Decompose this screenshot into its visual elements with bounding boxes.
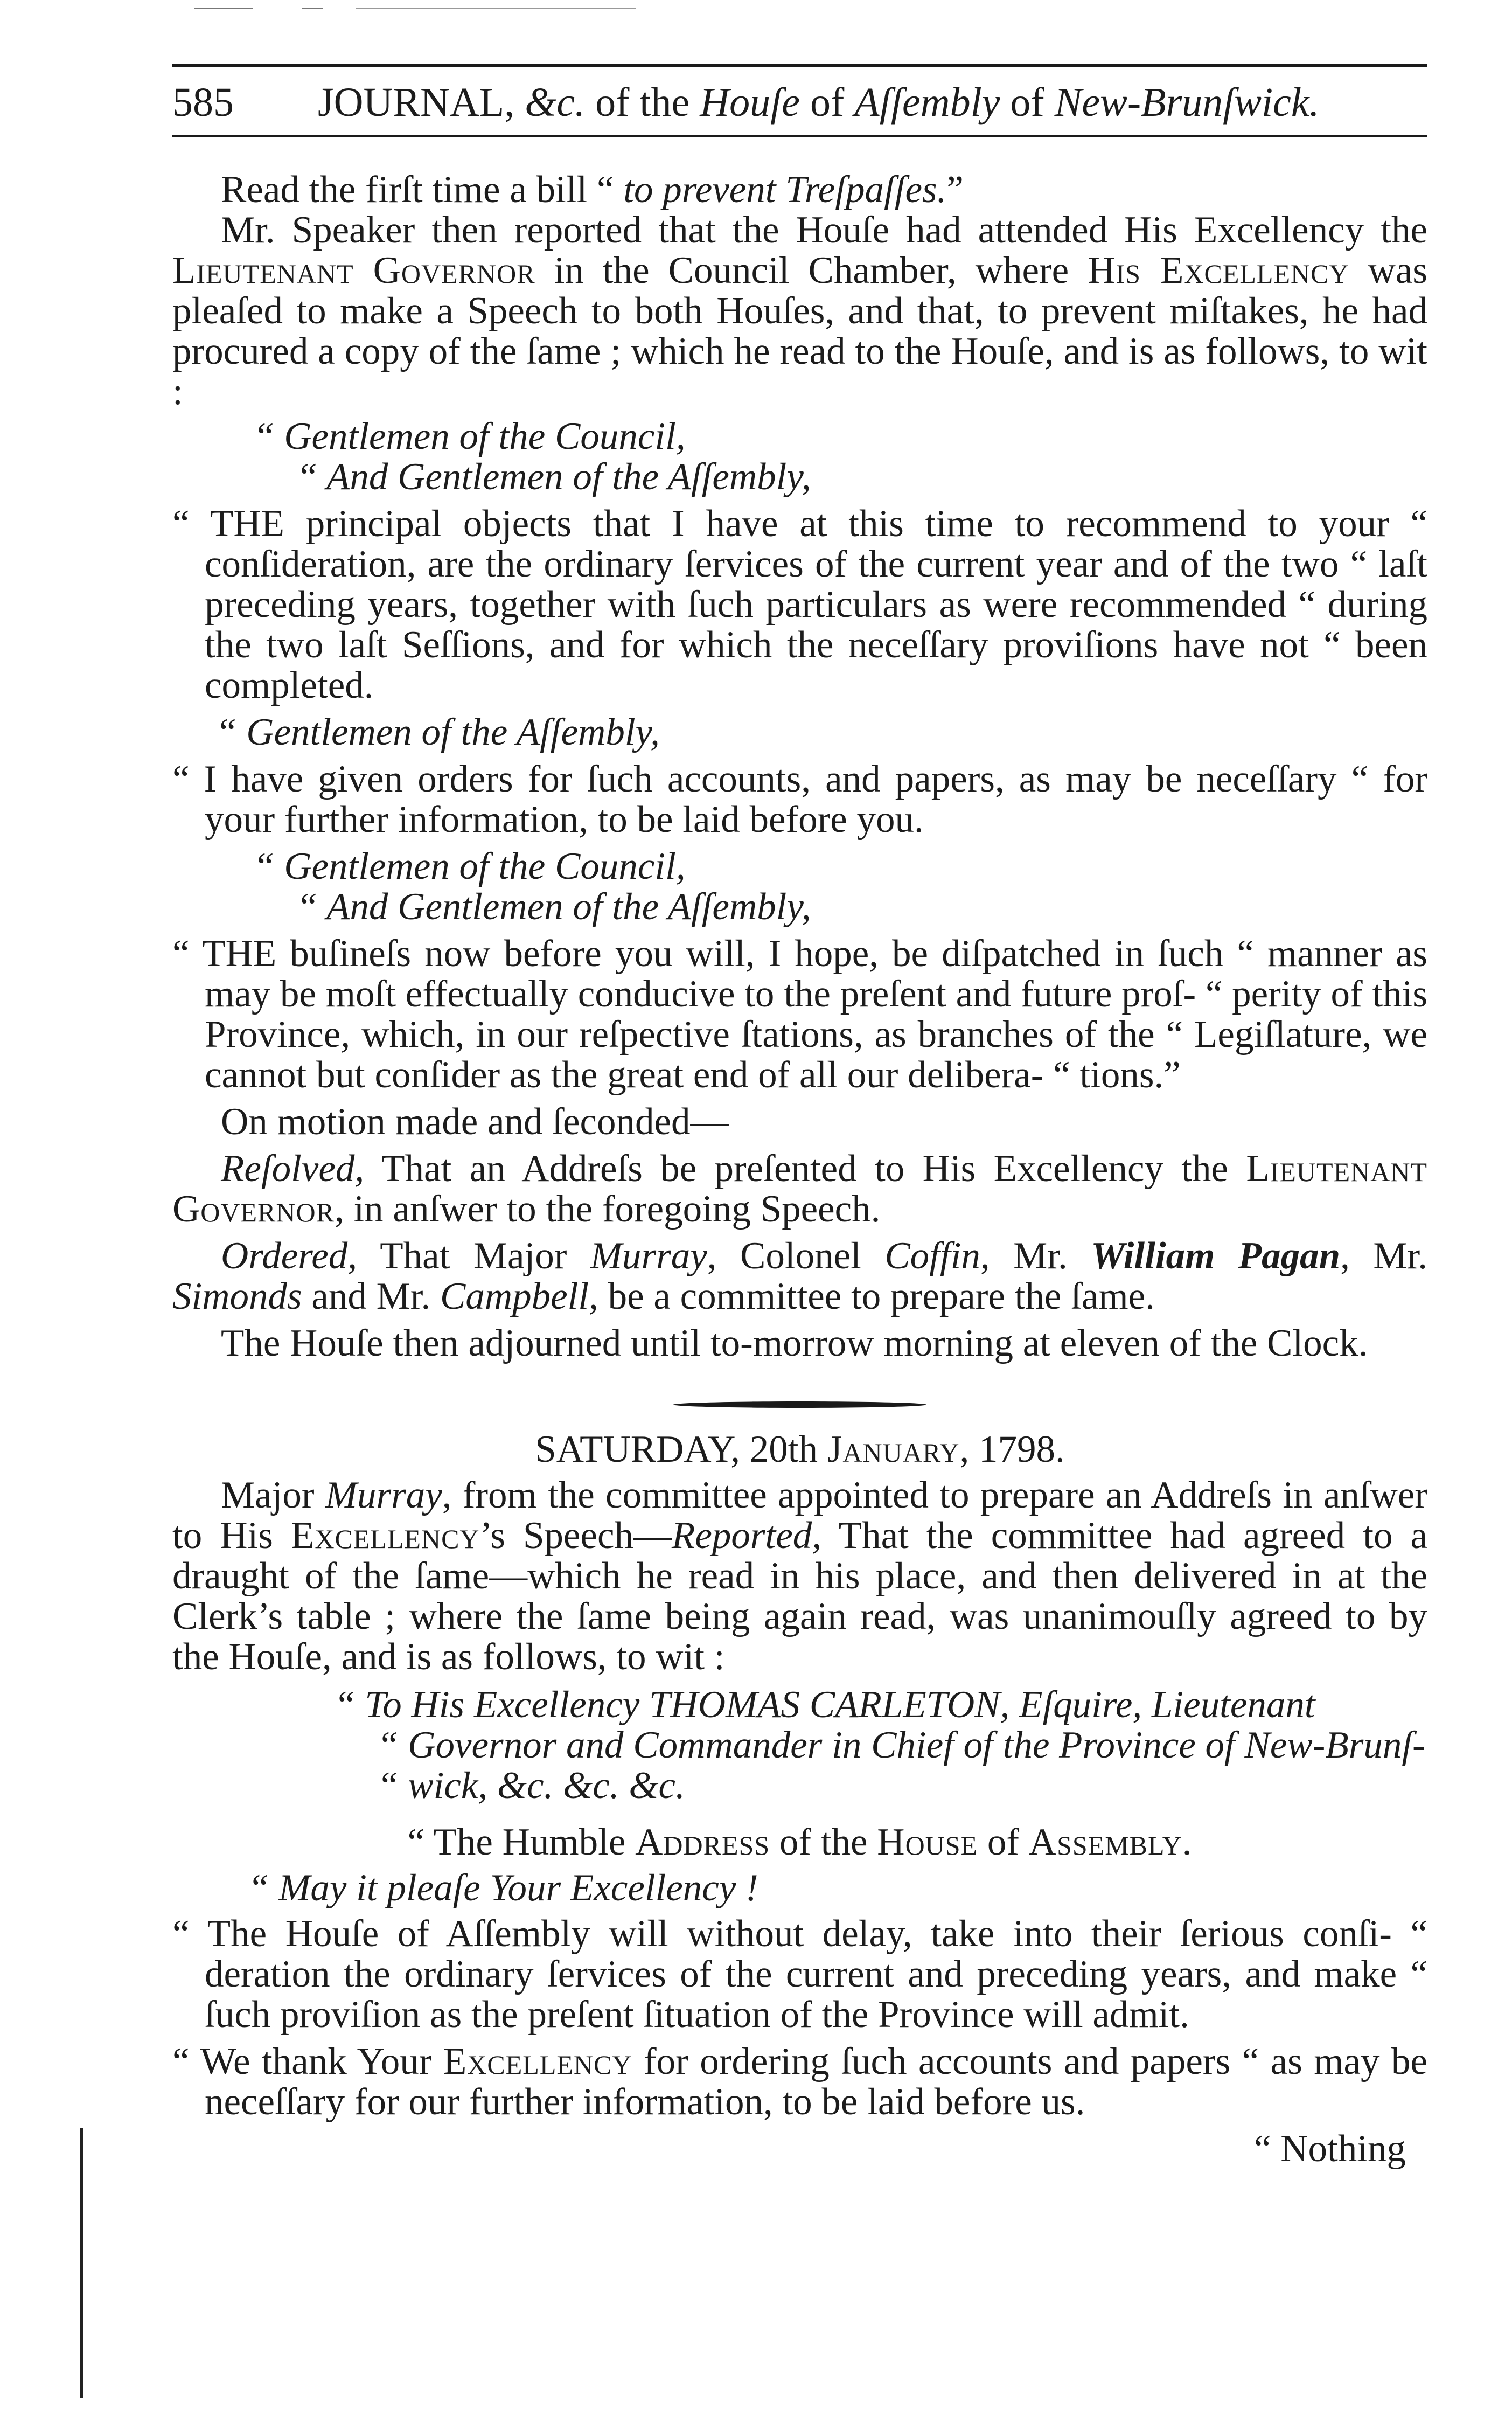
header-rule-top xyxy=(172,64,1427,67)
address-paragraph-1: “ The Houſe of Aſſembly will without delay, take into their ſerious conſi- “ deration the ordinary ſervices of the current and preceding years, and make “ ſuch proviſion as the preſent ſituation of the Province will admit. xyxy=(172,1913,1427,2036)
motion-entry: On motion made and ſeconded— xyxy=(221,1101,729,1143)
journal-body xyxy=(172,170,1427,2169)
adjournment-entry: The Houſe then adjourned until to-morrow morning at eleven of the Clock. xyxy=(221,1322,1368,1364)
speech-salutation-assembly: “ And Gentlemen of the Aſſembly, xyxy=(296,456,811,498)
journal-page xyxy=(172,0,1427,2423)
header-rule-bottom xyxy=(172,135,1427,137)
resolved-entry: Reſolved, That an Addreſs be preſented to His Excellency the Lieutenant Governor, in anſwer to the foregoing Speech. xyxy=(172,1148,1427,1230)
page-number: 585 xyxy=(172,80,234,125)
running-title: JOURNAL, &c. of the Houſe of Aſſembly of New-Brunſwick. xyxy=(318,80,1320,125)
address-paragraph-2: “ We thank Your Excellency for ordering ſuch accounts and papers “ as may be neceſſary for our further information, to be laid before us. xyxy=(172,2040,1427,2123)
address-heading-line-3: “ wick, &c. &c. &c. xyxy=(377,1765,685,1807)
session-date-heading: SATURDAY, 20th January, 1798. xyxy=(535,1428,1065,1470)
speech-salutation-council: “ Gentlemen of the Council, xyxy=(253,415,686,457)
speech-paragraph-1: “ THE principal objects that I have at this time to recommend to your “ conſideration, are the ordinary ſervices of the current year and of the two “ laſt preceding years, together with ſuch particulars as were recommended “ during the two laſt Seſſions, and for which the neceſſary proviſions have not “ been completed. xyxy=(172,503,1427,706)
humble-address-title: “ The Humble Address of the House of Assembly. xyxy=(407,1821,1193,1863)
speech-paragraph-3: “ THE buſineſs now before you will, I hope, be diſpatched in ſuch “ manner as may be moſt effectually conducive to the preſent and future proſ- “ perity of this Province, which, in our reſpective ſtations, as branches of the “ Legiſlature, we cannot but conſider as the great end of all our delibera- “ tions.” xyxy=(172,933,1427,1096)
binding-edge-mark xyxy=(80,2128,83,2398)
committee-report-entry: Major Murray, from the committee appointed to prepare an Addreſs in anſwer to His Excellency’s Speech—Reported, That the committee had agreed to a draught of the ſame—which he read in his place, and then delivered in at the Clerk’s table ; where the ſame being again read, was unanimouſly agreed to by the Houſe, and is as follows, to wit : xyxy=(172,1474,1428,1678)
running-header xyxy=(172,75,1427,129)
speech-salutation-assembly-only: “ Gentlemen of the Aſſembly, xyxy=(215,711,660,753)
ordered-entry: Ordered, That Major Murray, Colonel Coffin, Mr. William Pagan, Mr. Simonds and Mr. Campbell, be a committee to prepare the ſame. xyxy=(172,1235,1427,1317)
section-divider xyxy=(673,1401,926,1408)
speaker-report-entry: Mr. Speaker then reported that the Houſe had attended His Excellency the Lieutenant Governor in the Council Chamber, where His Excellency was pleaſed to make a Speech to both Houſes, and that, to prevent miſtakes, he had procured a copy of the ſame ; which he read to the Houſe, and is as follows, to wit : xyxy=(172,209,1428,413)
speech-salutation-assembly-2: “ And Gentlemen of the Aſſembly, xyxy=(296,886,811,928)
address-salutation: “ May it pleaſe Your Excellency ! xyxy=(248,1867,758,1909)
speech-paragraph-2: “ I have given orders for ſuch accounts, and papers, as may be neceſſary “ for your further information, to be laid before you. xyxy=(172,758,1427,841)
speech-salutation-council-2: “ Gentlemen of the Council, xyxy=(253,845,686,887)
address-heading-line-2: “ Governor and Commander in Chief of the Province of New-Brunſ- xyxy=(377,1724,1425,1766)
catchword: “ Nothing xyxy=(1254,2128,1406,2170)
bill-reading-entry: Read the firſt time a bill “ to prevent Treſpaſſes.” xyxy=(221,169,964,211)
address-heading-line-1: “ To His Excellency THOMAS CARLETON, Eſquire, Lieutenant xyxy=(334,1684,1315,1726)
